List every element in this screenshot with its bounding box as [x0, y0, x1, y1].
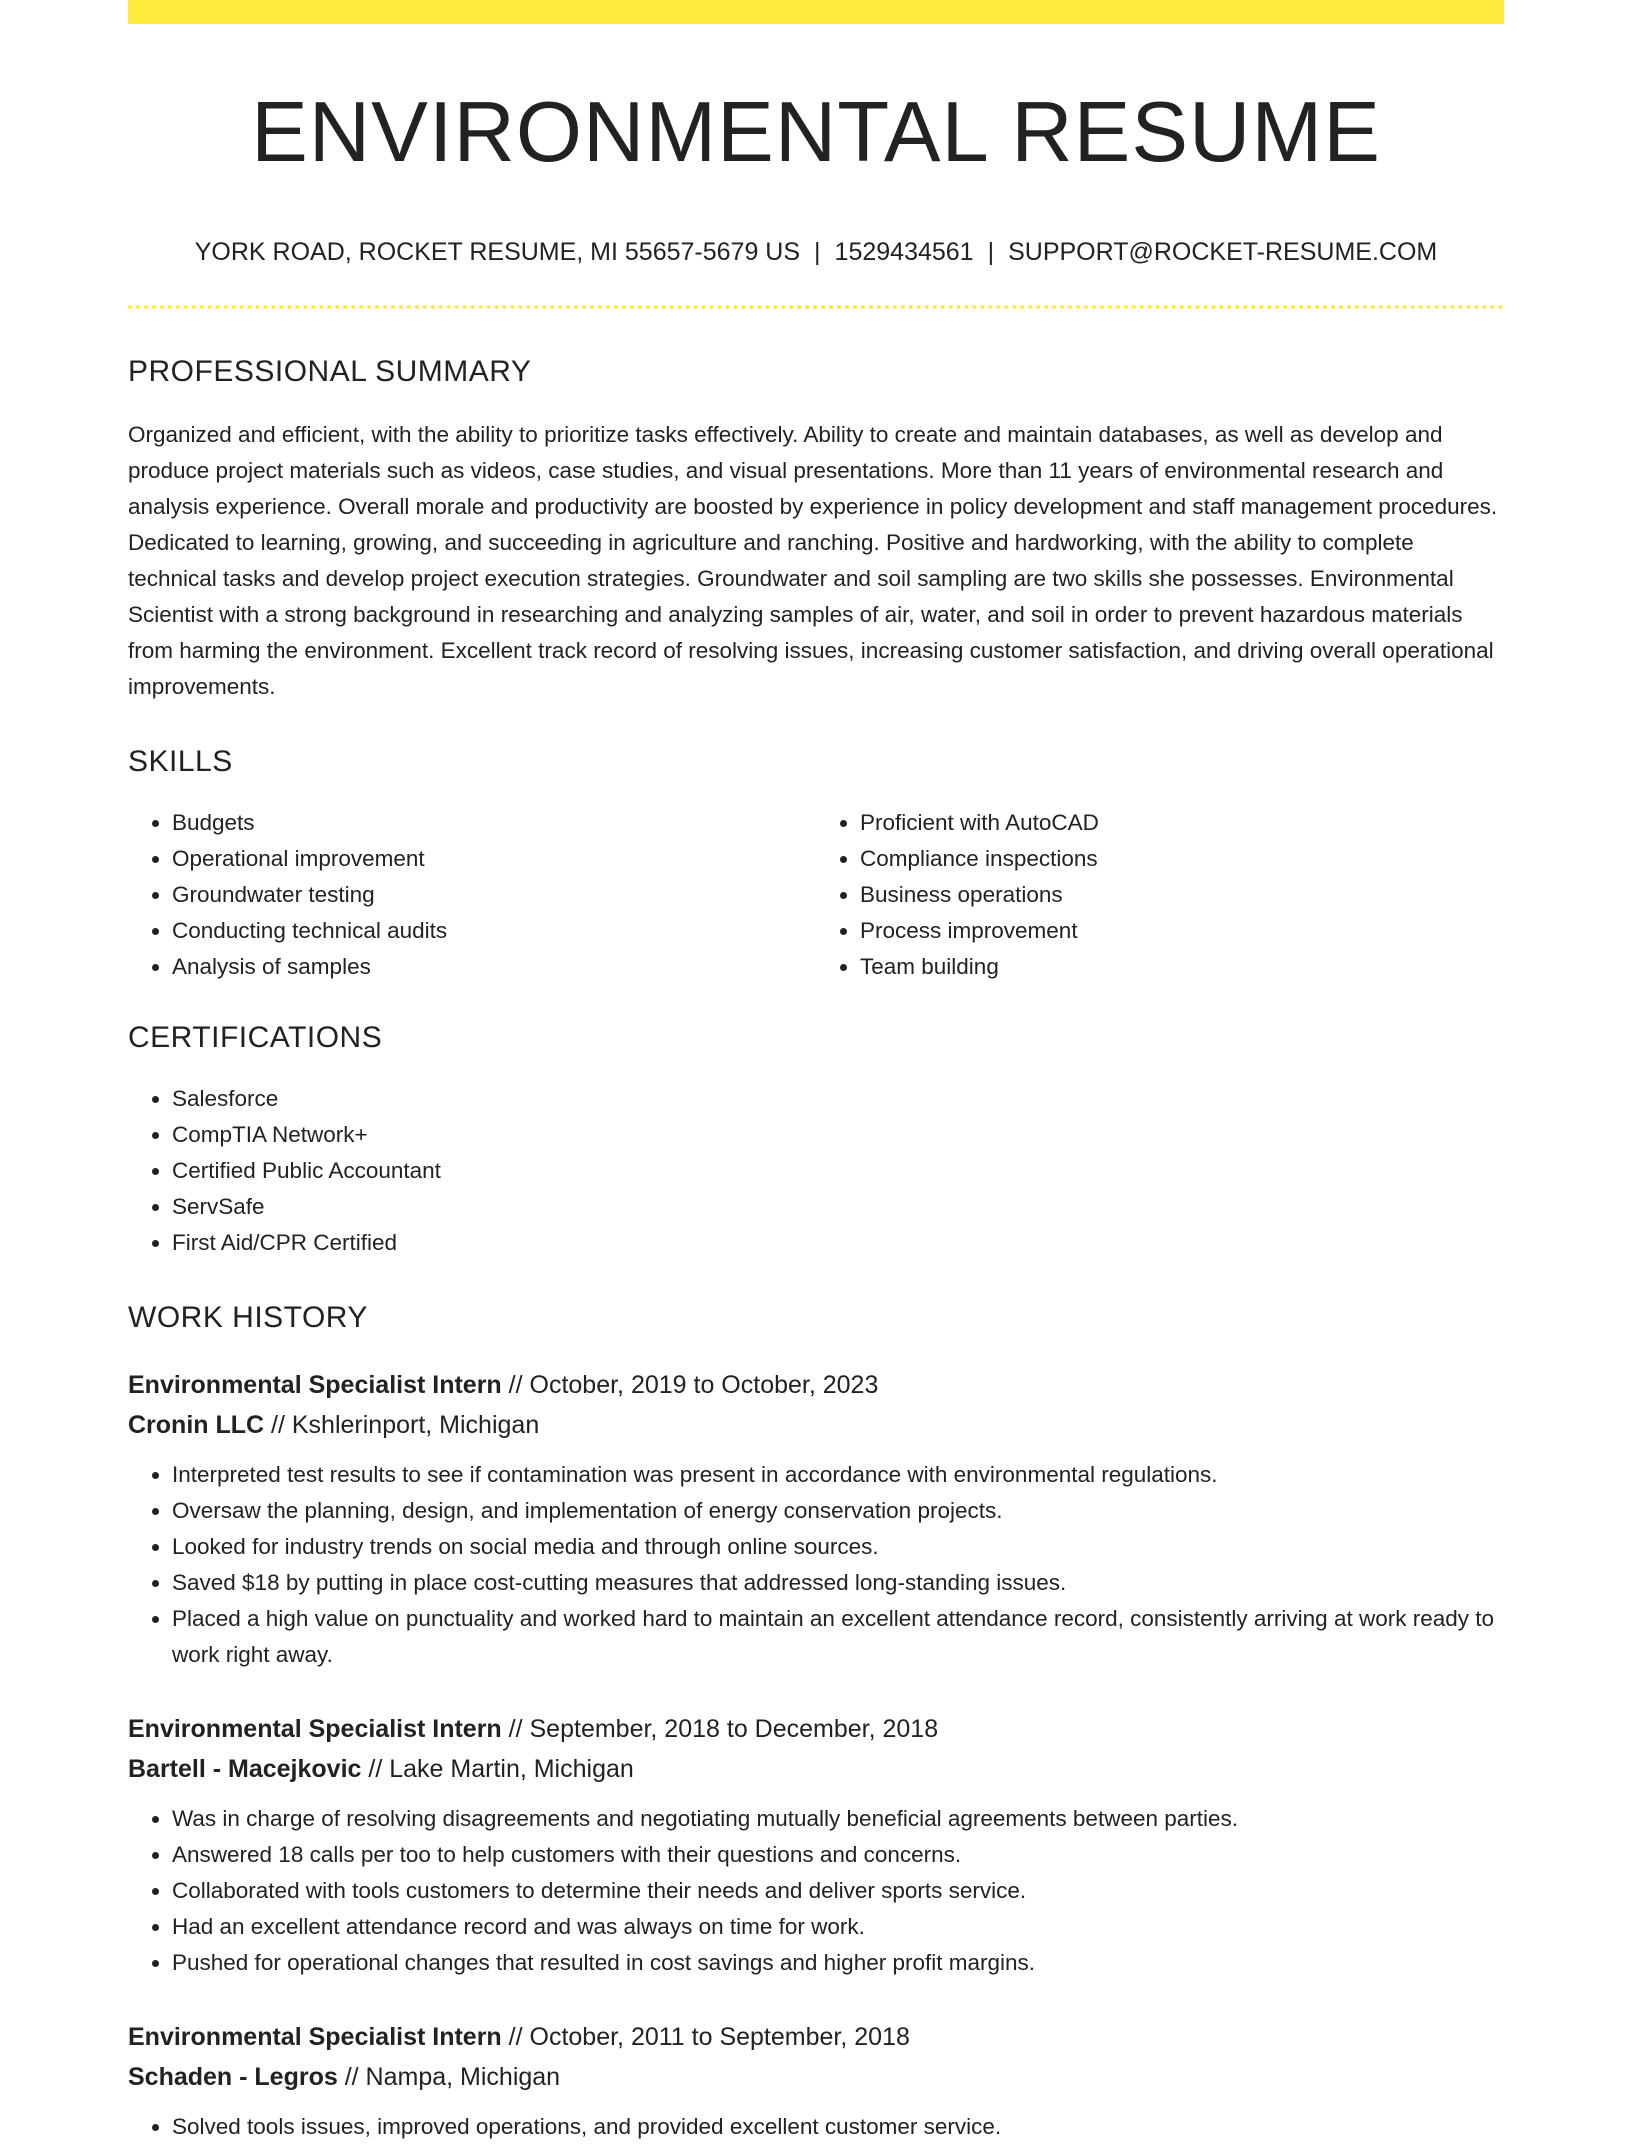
contact-email: SUPPORT@ROCKET-RESUME.COM — [1008, 237, 1438, 266]
certification-item: • First Aid/CPR Certified — [172, 1225, 1504, 1261]
resume-title: ENVIRONMENTAL RESUME — [251, 85, 1381, 180]
job-title: Environmental Specialist Intern — [128, 1714, 502, 1743]
job-title-line — [128, 1365, 1504, 1405]
job-dates: // September, 2018 to December, 2018 — [508, 1714, 939, 1743]
skill-item: • Team building — [860, 949, 1504, 985]
contact-separator: | — [814, 237, 821, 266]
job-bullet: • Solved tools issues, improved operations, and provided excellent customer service. — [172, 2109, 1504, 2145]
certification-item: • CompTIA Network+ — [172, 1117, 1504, 1153]
job-bullet: • Oversaw the planning, design, and implementation of energy conservation projects. — [172, 1493, 1504, 1529]
job-entry — [128, 1709, 1504, 1981]
skill-item: • Compliance inspections — [860, 841, 1504, 877]
job-title: Environmental Specialist Intern — [128, 1370, 502, 1399]
job-bullets — [128, 1457, 1504, 1673]
skill-item: • Budgets — [172, 805, 816, 841]
job-dates: // October, 2019 to October, 2023 — [508, 1370, 879, 1399]
job-location: // Kshlerinport, Michigan — [271, 1410, 540, 1439]
job-dates: // October, 2011 to September, 2018 — [508, 2022, 910, 2051]
skills-left-list — [128, 805, 816, 985]
skills-heading: SKILLS — [128, 744, 233, 778]
job-bullets — [128, 1801, 1504, 1981]
job-bullet: • Looked for industry trends on social media and through online sources. — [172, 1529, 1504, 1565]
job-location: // Nampa, Michigan — [344, 2062, 561, 2091]
work-history-heading: WORK HISTORY — [128, 1300, 368, 1334]
job-bullet: • Placed a high value on punctuality and worked hard to maintain an excellent attendance record, consistently arriving at work ready to work right away. — [172, 1601, 1504, 1673]
certifications-list — [128, 1081, 1504, 1261]
job-bullet: • Was in charge of resolving disagreements and negotiating mutually beneficial agreements between parties. — [172, 1801, 1504, 1837]
job-bullet: • Collaborated with tools customers to determine their needs and deliver sports service. — [172, 1873, 1504, 1909]
skill-item: • Process improvement — [860, 913, 1504, 949]
job-title: Environmental Specialist Intern — [128, 2022, 502, 2051]
job-bullet: • Saved $18 by putting in place cost-cutting measures that addressed long-standing issues. — [172, 1565, 1504, 1601]
job-location: // Lake Martin, Michigan — [368, 1754, 634, 1783]
job-company-line — [128, 1405, 1504, 1445]
certification-item: • ServSafe — [172, 1189, 1504, 1225]
job-title-line — [128, 2017, 1504, 2057]
job-company: Bartell - Macejkovic — [128, 1754, 362, 1783]
contact-address: YORK ROAD, ROCKET RESUME, MI 55657-5679 US — [194, 237, 801, 266]
summary-text: Organized and efficient, with the ability to prioritize tasks effectively. Ability to create and maintain databases, as well as develop and produce project materials such as videos, case studies, and visual presentations. More than 11 years of environmental research and analysis experience. Overall morale and productivity are boosted by experience in policy development and staff management procedures. Dedicated to learning, growing, and succeeding in agriculture and ranching. Positive and hardworking, with the ability to complete technical tasks and develop project execution strategies. Groundwater and soil sampling are two skills she possesses. Environmental Scientist with a strong background in researching and analyzing samples of air, water, and soil in order to prevent hazardous materials from harming the environment. Excellent track record of resolving issues, increasing customer satisfaction, and driving overall operational improvements. — [128, 421, 1498, 699]
job-bullet: • Answered 18 calls per too to help customers with their questions and concerns. — [172, 1837, 1504, 1873]
job-entry — [128, 1365, 1504, 1673]
skill-item: • Groundwater testing — [172, 877, 816, 913]
job-company-line — [128, 2057, 1504, 2097]
skill-item: • Business operations — [860, 877, 1504, 913]
certifications-heading: CERTIFICATIONS — [128, 1020, 383, 1054]
skill-item: • Proficient with AutoCAD — [860, 805, 1504, 841]
job-entry — [128, 2017, 1504, 2145]
certification-item: • Salesforce — [172, 1081, 1504, 1117]
job-company: Cronin LLC — [128, 1410, 265, 1439]
contact-line — [128, 238, 1504, 267]
resume-page — [128, 0, 1504, 2145]
job-bullets — [128, 2109, 1504, 2145]
skill-item: • Conducting technical audits — [172, 913, 816, 949]
job-bullet: • Interpreted test results to see if contamination was present in accordance with environmental regulations. — [172, 1457, 1504, 1493]
job-title-line — [128, 1709, 1504, 1749]
contact-separator: | — [987, 237, 995, 266]
job-bullet: • Pushed for operational changes that resulted in cost savings and higher profit margins. — [172, 1945, 1504, 1981]
job-bullet: • Had an excellent attendance record and was always on time for work. — [172, 1909, 1504, 1945]
skill-item: • Analysis of samples — [172, 949, 816, 985]
skills-right-list — [816, 805, 1504, 985]
skills-columns — [128, 805, 1504, 985]
job-company-line — [128, 1749, 1504, 1789]
contact-phone: 1529434561 — [834, 237, 974, 266]
summary-heading: PROFESSIONAL SUMMARY — [128, 354, 532, 388]
dotted-divider — [128, 305, 1504, 309]
certification-item: • Certified Public Accountant — [172, 1153, 1504, 1189]
top-accent-bar — [128, 0, 1504, 24]
skill-item: • Operational improvement — [172, 841, 816, 877]
job-company: Schaden - Legros — [128, 2062, 338, 2091]
